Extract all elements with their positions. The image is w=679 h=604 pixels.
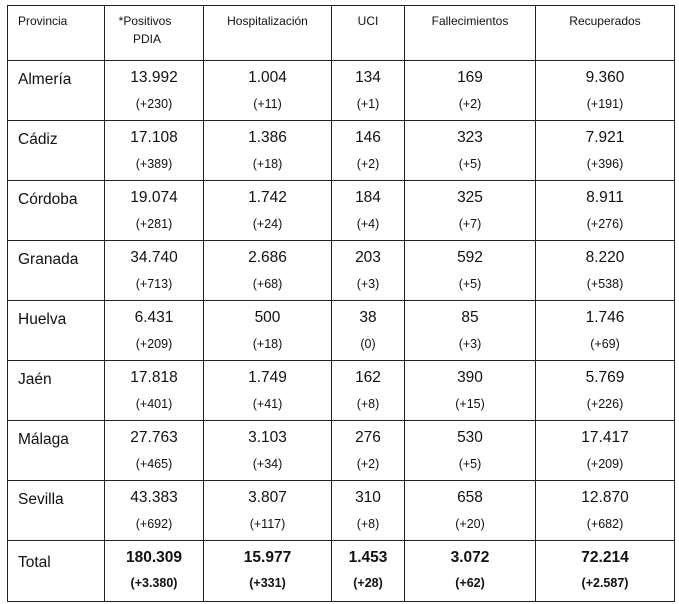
- hospitalizacion-cell: [204, 61, 332, 121]
- fallecimientos-value: 169: [457, 69, 483, 86]
- uci-change: (+1): [356, 97, 380, 111]
- positivos-cell: [105, 421, 204, 481]
- fallecimientos-cell: [405, 181, 536, 241]
- table-row: [8, 121, 675, 181]
- table-row: [8, 241, 675, 301]
- provincia-cell: Málaga: [8, 421, 105, 481]
- hospitalizacion-cell: [204, 361, 332, 421]
- fallecimientos-cell: [405, 481, 536, 541]
- recuperados-value: 8.220: [585, 249, 625, 266]
- hospitalizacion-change: (+24): [252, 217, 283, 231]
- positivos-change: (+713): [135, 277, 173, 291]
- provincia-cell: Córdoba: [8, 181, 105, 241]
- fallecimientos-change: (+7): [458, 217, 482, 231]
- positivos-change: (+209): [135, 337, 173, 351]
- uci-value: 203: [355, 249, 381, 266]
- positivos-value: 27.763: [130, 429, 178, 446]
- header-row: [8, 6, 675, 61]
- hospitalizacion-change: (+117): [249, 517, 286, 531]
- hospitalizacion-cell: [204, 121, 332, 181]
- hospitalizacion-value: 1.749: [248, 369, 287, 386]
- hospitalizacion-change: (+11): [253, 97, 282, 111]
- recuperados-change: (+276): [586, 217, 624, 231]
- recuperados-value: 17.417: [581, 429, 629, 446]
- fallecimientos-change: (+20): [455, 517, 485, 531]
- uci-change: (+2): [356, 457, 380, 471]
- header-fallecimientos: Fallecimientos: [405, 6, 536, 61]
- recuperados-change: (+191): [586, 97, 624, 111]
- positivos-value: 6.431: [134, 309, 174, 326]
- uci-cell: [332, 361, 405, 421]
- total-row: [8, 541, 675, 602]
- fallecimientos-value: 3.072: [450, 549, 490, 566]
- positivos-value: 13.992: [130, 69, 178, 86]
- fallecimientos-value: 85: [461, 309, 479, 326]
- provincia-cell: Cádiz: [8, 121, 105, 181]
- header-provincia: Provincia: [8, 6, 105, 61]
- uci-cell: [332, 121, 405, 181]
- hospitalizacion-value: 500: [254, 309, 281, 326]
- uci-cell: [332, 241, 405, 301]
- uci-cell: [332, 481, 405, 541]
- hospitalizacion-change: (+18): [252, 337, 283, 351]
- uci-change: (0): [360, 337, 376, 351]
- uci-value: 146: [355, 129, 381, 146]
- recuperados-change: (+69): [590, 337, 620, 351]
- positivos-value: 17.108: [130, 129, 178, 146]
- table-row: [8, 361, 675, 421]
- recuperados-change: (+2.587): [581, 576, 629, 590]
- uci-change: (+8): [356, 397, 380, 411]
- positivos-change: (+230): [135, 97, 173, 111]
- hospitalizacion-value: 3.103: [248, 429, 287, 446]
- hospitalizacion-value: 2.686: [248, 249, 287, 266]
- fallecimientos-cell: [405, 301, 536, 361]
- positivos-cell: [105, 541, 204, 602]
- recuperados-cell: [536, 421, 675, 481]
- hospitalizacion-change: (+331): [249, 576, 286, 590]
- hospitalizacion-cell: [204, 481, 332, 541]
- recuperados-value: 8.911: [586, 189, 624, 206]
- recuperados-cell: [536, 61, 675, 121]
- uci-cell: [332, 421, 405, 481]
- fallecimientos-value: 530: [457, 429, 483, 446]
- positivos-value: 43.383: [130, 489, 178, 506]
- uci-cell: [332, 301, 405, 361]
- positivos-cell: [105, 61, 204, 121]
- covid-andalucia-table: [7, 5, 675, 602]
- header-recuperados: Recuperados: [536, 6, 675, 61]
- fallecimientos-cell: [405, 61, 536, 121]
- positivos-value: 180.309: [125, 549, 183, 566]
- recuperados-change: (+209): [586, 457, 624, 471]
- positivos-cell: [105, 361, 204, 421]
- uci-change: (+3): [356, 277, 380, 291]
- recuperados-change: (+538): [586, 277, 624, 291]
- recuperados-value: 9.360: [585, 69, 625, 86]
- recuperados-change: (+682): [586, 517, 624, 531]
- header-uci: UCI: [332, 6, 405, 61]
- hospitalizacion-value: 1.386: [248, 129, 287, 146]
- positivos-cell: [105, 241, 204, 301]
- uci-value: 184: [355, 189, 381, 206]
- header-positivos: [105, 6, 204, 61]
- uci-value: 276: [355, 429, 381, 446]
- table-row: [8, 481, 675, 541]
- hospitalizacion-change: (+41): [252, 397, 283, 411]
- fallecimientos-cell: [405, 361, 536, 421]
- uci-cell: [332, 61, 405, 121]
- uci-value: 134: [355, 69, 381, 86]
- hospitalizacion-value: 15.977: [243, 549, 292, 566]
- positivos-value: 19.074: [130, 189, 178, 206]
- uci-change: (+2): [356, 157, 380, 171]
- provincia-cell: Jaén: [8, 361, 105, 421]
- positivos-cell: [105, 121, 204, 181]
- hospitalizacion-cell: [204, 301, 332, 361]
- recuperados-cell: [536, 121, 675, 181]
- positivos-change: (+281): [135, 217, 173, 231]
- fallecimientos-value: 592: [457, 249, 483, 266]
- recuperados-value: 1.746: [585, 309, 625, 326]
- uci-cell: [332, 541, 405, 602]
- header-hospitalizacion: Hospitalización: [204, 6, 332, 61]
- hospitalizacion-value: 1.742: [248, 189, 287, 206]
- recuperados-cell: [536, 541, 675, 602]
- positivos-change: (+3.380): [130, 576, 178, 590]
- provincia-cell: Granada: [8, 241, 105, 301]
- fallecimientos-change: (+5): [458, 457, 482, 471]
- recuperados-cell: [536, 301, 675, 361]
- positivos-value: 17.818: [130, 369, 178, 386]
- header-positivos-line2: PDIA: [132, 32, 161, 46]
- provincia-cell: Total: [8, 541, 105, 602]
- hospitalizacion-value: 1.004: [248, 69, 287, 86]
- recuperados-cell: [536, 361, 675, 421]
- recuperados-value: 12.870: [581, 489, 629, 506]
- recuperados-change: (+396): [586, 157, 624, 171]
- provincia-cell: Sevilla: [8, 481, 105, 541]
- positivos-cell: [105, 301, 204, 361]
- hospitalizacion-value: 3.807: [248, 489, 287, 506]
- hospitalizacion-change: (+34): [252, 457, 283, 471]
- table-row: [8, 421, 675, 481]
- hospitalizacion-change: (+68): [252, 277, 283, 291]
- recuperados-cell: [536, 181, 675, 241]
- uci-cell: [332, 181, 405, 241]
- fallecimientos-change: (+62): [455, 576, 485, 590]
- fallecimientos-value: 325: [457, 189, 483, 206]
- fallecimientos-value: 390: [457, 369, 483, 386]
- hospitalizacion-cell: [204, 541, 332, 602]
- fallecimientos-change: (+15): [455, 397, 485, 411]
- positivos-cell: [105, 481, 204, 541]
- fallecimientos-change: (+5): [458, 157, 482, 171]
- fallecimientos-cell: [405, 121, 536, 181]
- hospitalizacion-cell: [204, 241, 332, 301]
- uci-value: 162: [355, 369, 381, 386]
- uci-value: 38: [359, 309, 377, 326]
- recuperados-cell: [536, 241, 675, 301]
- recuperados-change: (+226): [586, 397, 624, 411]
- recuperados-value: 5.769: [585, 369, 625, 386]
- uci-value: 1.453: [348, 549, 388, 566]
- table-row: [8, 61, 675, 121]
- positivos-cell: [105, 181, 204, 241]
- provincia-cell: Almería: [8, 61, 105, 121]
- table-row: [8, 301, 675, 361]
- uci-change: (+4): [356, 217, 380, 231]
- uci-value: 310: [355, 489, 381, 506]
- hospitalizacion-cell: [204, 181, 332, 241]
- recuperados-value: 72.214: [581, 549, 629, 566]
- fallecimientos-change: (+2): [458, 97, 482, 111]
- fallecimientos-cell: [405, 241, 536, 301]
- positivos-change: (+401): [135, 397, 173, 411]
- uci-change: (+8): [356, 517, 380, 531]
- fallecimientos-cell: [405, 541, 536, 602]
- hospitalizacion-cell: [204, 421, 332, 481]
- fallecimientos-change: (+3): [458, 337, 482, 351]
- fallecimientos-value: 658: [457, 489, 483, 506]
- positivos-value: 34.740: [130, 249, 178, 266]
- provincia-cell: Huelva: [8, 301, 105, 361]
- positivos-change: (+465): [135, 457, 173, 471]
- positivos-change: (+692): [135, 517, 173, 531]
- header-positivos-line1: *Positivos: [118, 14, 172, 28]
- fallecimientos-change: (+5): [458, 277, 482, 291]
- uci-change: (+28): [353, 576, 383, 590]
- recuperados-value: 7.921: [585, 129, 625, 146]
- fallecimientos-cell: [405, 421, 536, 481]
- table-row: [8, 181, 675, 241]
- fallecimientos-value: 323: [457, 129, 483, 146]
- positivos-change: (+389): [135, 157, 173, 171]
- hospitalizacion-change: (+18): [252, 157, 283, 171]
- recuperados-cell: [536, 481, 675, 541]
